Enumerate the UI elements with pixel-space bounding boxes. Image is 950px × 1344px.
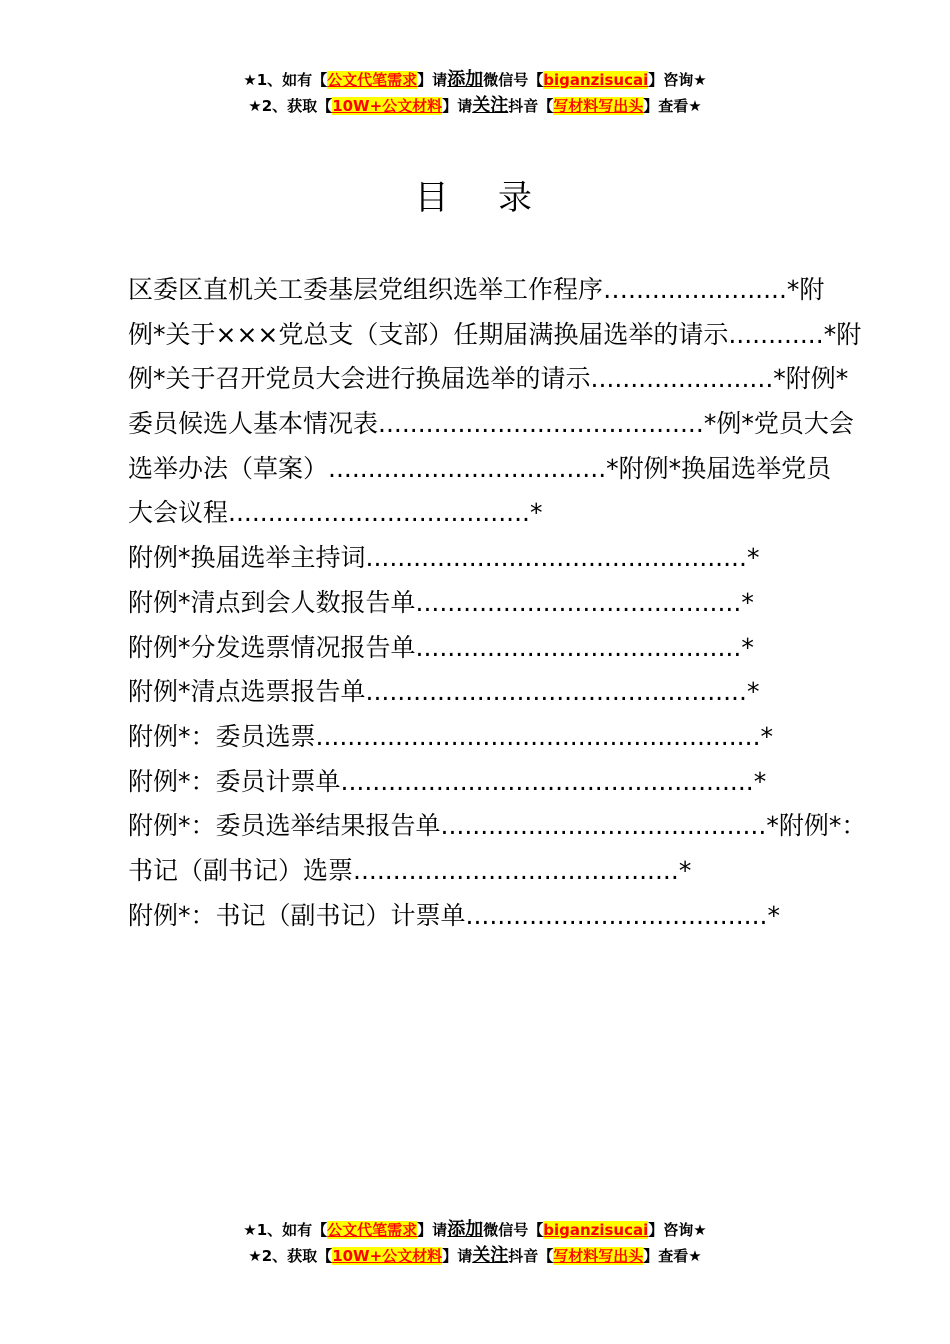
banner-text: 】请 bbox=[442, 1247, 473, 1265]
toc-line: 例*关于召开党员大会进行换届选举的请示.......................*附例* bbox=[128, 364, 849, 394]
banner-highlight: 10W+公文材料 bbox=[332, 1247, 443, 1265]
banner-highlight: 10W+公文材料 bbox=[332, 97, 443, 115]
banner-text: 】查看★ bbox=[643, 1247, 702, 1265]
banner-line-2 bbox=[0, 93, 950, 119]
banner-text: 】查看★ bbox=[643, 97, 702, 115]
banner-emphasis: 关注 bbox=[472, 1245, 509, 1266]
toc-line: 书记（副书记）选票.........................................* bbox=[128, 855, 692, 885]
banner-emphasis: 添加 bbox=[447, 1219, 484, 1240]
banner-text: 】请 bbox=[417, 1221, 448, 1239]
top-banner bbox=[0, 67, 950, 119]
banner-text: 微信号【 bbox=[483, 71, 544, 89]
banner-emphasis: 添加 bbox=[447, 69, 484, 90]
banner-line-2 bbox=[0, 1243, 950, 1269]
banner-text: 抖音【 bbox=[508, 97, 554, 115]
banner-highlight: 写材料写出头 bbox=[553, 97, 644, 115]
banner-text: 】咨询★ bbox=[648, 1221, 707, 1239]
toc-line: 区委区直机关工委基层党组织选举工作程序…....................*附 bbox=[128, 275, 825, 304]
banner-text: ★2、获取【 bbox=[248, 97, 333, 115]
toc-line: 附例*分发选票情况报告单.........................................* bbox=[128, 632, 754, 662]
toc-line: 附例*换届选举主持词................................................* bbox=[128, 543, 760, 573]
toc-line: 附例*：委员选票........................................................* bbox=[128, 721, 774, 751]
toc-line: 委员候选人基本情况表.........................................*例*党员大会 bbox=[128, 409, 854, 439]
toc-line: 附例*：委员选举结果报告单.........................................*附例*： bbox=[128, 811, 867, 841]
title-char: 目 bbox=[414, 178, 452, 218]
toc-line: 大会议程......................................* bbox=[128, 498, 543, 528]
toc-line: 选举办法（草案）...................................*附例*换届选举党员 bbox=[128, 453, 832, 483]
toc-line: 附例*：委员计票单....................................................* bbox=[128, 766, 767, 796]
banner-text: 抖音【 bbox=[508, 1247, 554, 1265]
banner-emphasis: 关注 bbox=[472, 95, 509, 116]
banner-line-1 bbox=[0, 67, 950, 93]
banner-text: 】请 bbox=[442, 97, 473, 115]
banner-highlight: 公文代笔需求 bbox=[327, 71, 418, 89]
banner-text: 微信号【 bbox=[483, 1221, 544, 1239]
banner-highlight: 写材料写出头 bbox=[553, 1247, 644, 1265]
banner-text: ★2、获取【 bbox=[248, 1247, 333, 1265]
toc-line: 附例*清点选票报告单................................................* bbox=[128, 677, 760, 707]
toc-line: 附例*：书记（副书记）计票单......................................* bbox=[128, 900, 780, 930]
bottom-banner bbox=[0, 1217, 950, 1269]
banner-highlight: 公文代笔需求 bbox=[327, 1221, 418, 1239]
banner-text: ★1、如有【 bbox=[243, 71, 328, 89]
banner-line-1 bbox=[0, 1217, 950, 1243]
banner-text: 】请 bbox=[417, 71, 448, 89]
title-char: 录 bbox=[498, 178, 536, 218]
banner-text: ★1、如有【 bbox=[243, 1221, 328, 1239]
banner-text: 】咨询★ bbox=[648, 71, 707, 89]
table-of-contents bbox=[128, 268, 868, 938]
banner-highlight: biganzisucai bbox=[543, 1221, 649, 1239]
page-title bbox=[0, 170, 950, 219]
banner-highlight: biganzisucai bbox=[543, 71, 649, 89]
toc-line: 例*关于×××党总支（支部）任期届满换届选举的请示............*附 bbox=[128, 319, 862, 349]
toc-line: 附例*清点到会人数报告单.........................................* bbox=[128, 587, 754, 617]
